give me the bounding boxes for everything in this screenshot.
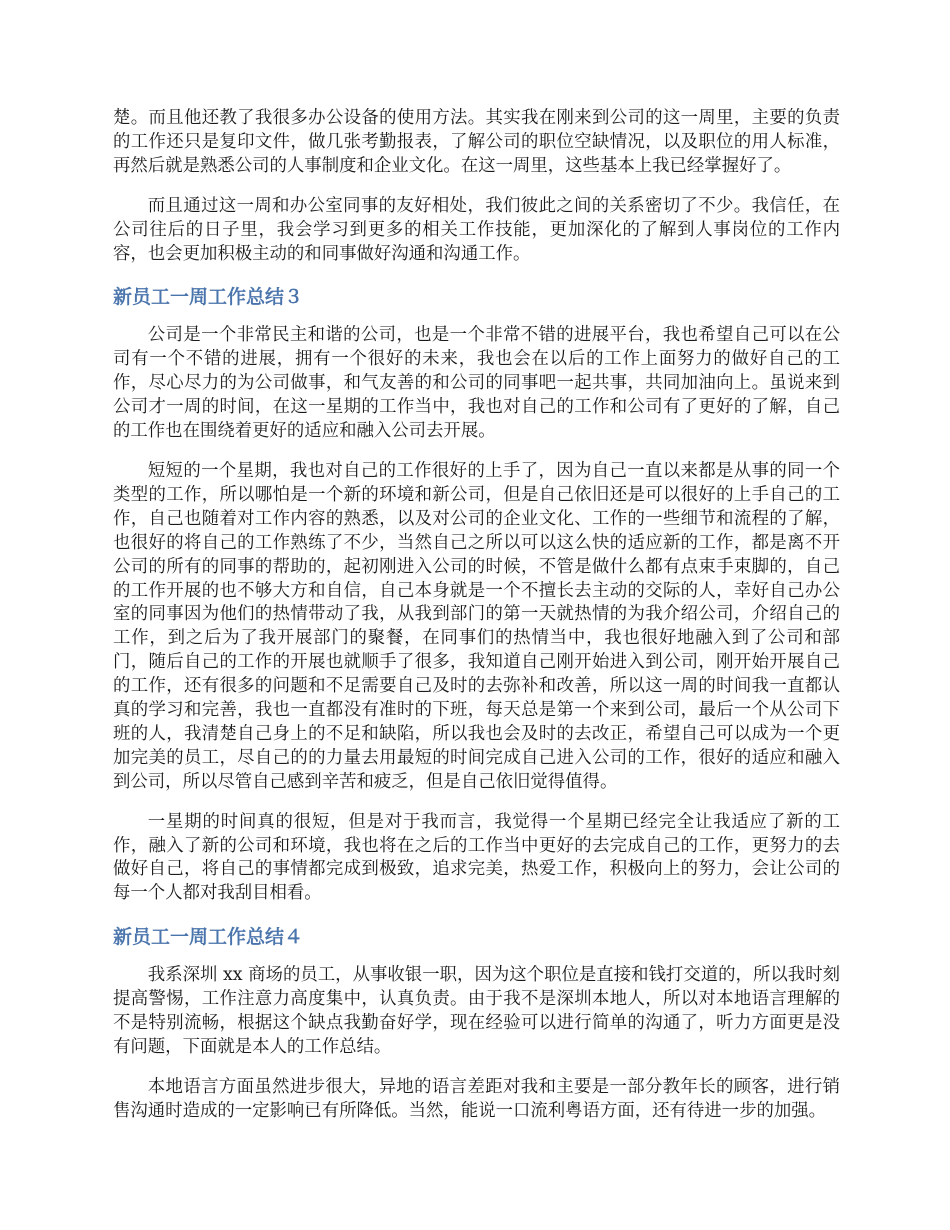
paragraph-first-week: 短短的一个星期，我也对自己的工作很好的上手了，因为自己一直以来都是从事的同一个类型的工作，所以哪怕是一个新的环境和新公司，但是自己依旧还是可以很好的上手自己的工作，自己也随着对工作内容的熟悉，以及对公司的企业文化、工作的一些细节和流程的了解，也很好的将自己的工作熟练了不少，当然自己之所以可以这么快的适应新的工作，都是离不开公司的所有的同事的帮助的，起初刚进入公司的时候，不管是做什么都有点束手束脚的，自己的工作开展的也不够大方和自信，自己本身就是一个不擅长去主动的交际的人，幸好自己办公室的同事因为他们的热情带动了我，从我到部门的第一天就热情的为我介绍公司，介绍自己的工作，到之后为了我开展部门的聚餐，在同事们的热情当中，我也很好地融入到了公司和部门，随后自己的工作的开展也就顺手了很多，我知道自己刚开始进入到公司，刚开始开展自己的工作，还有很多的问题和不足需要自己及时的去弥补和改善，所以这一周的时间我一直都认真的学习和完善，我也一直都没有准时的下班，每天总是第一个来到公司，最后一个从公司下班的人，我清楚自己身上的不足和缺陷，所以我也会及时的去改正，希望自己可以成为一个更加完美的员工，尽自己的的力量去用最短的时间完成自己进入公司的工作，很好的适应和融入到公司，所以尽管自己感到辛苦和疲乏，但是自己依旧觉得值得。 (113, 460, 840, 792)
paragraph-cashier-intro: 我系深圳 xx 商场的员工，从事收银一职，因为这个职位是直接和钱打交道的，所以我时刻提高警惕，工作注意力高度集中，认真负责。由于我不是深圳本地人，所以对本地语言理解的不是特别流畅，根据这个缺点我勤奋好学，现在经验可以进行简单的沟通了，听力方面更是没有问题，下面就是本人的工作总结。 (113, 965, 840, 1057)
section-heading-4: 新员工一周工作总结４ (113, 926, 304, 949)
paragraph-colleague-relations: 而且通过这一周和办公室同事的友好相处，我们彼此之间的关系密切了不少。我信任，在公司往后的日子里，我会学习到更多的相关工作技能，更加深化的了解到人事岗位的工作内容，也会更加积极主动的和同事做好沟通和沟通工作。 (113, 195, 840, 264)
paragraph-week-summary: 一星期的时间真的很短，但是对于我而言，我觉得一个星期已经完全让我适应了新的工作，融入了新的公司和环境，我也将在之后的工作当中更好的去完成自己的工作，更努力的去做好自己，将自己的事情都完成到极致，追求完美，热爱工作，积极向上的努力，会让公司的每一个人都对我刮目相看。 (113, 811, 840, 904)
paragraph-continued-intro: 楚。而且他还教了我很多办公设备的使用方法。其实我在刚来到公司的这一周里，主要的负责的工作还只是复印文件，做几张考勤报表，了解公司的职位空缺情况，以及职位的用人标准，再然后就是熟悉公司的人事制度和企业文化。在这一周里，这些基本上我已经掌握好了。 (113, 108, 840, 176)
section-heading-3: 新员工一周工作总结３ (113, 286, 304, 309)
paragraph-company-platform: 公司是一个非常民主和谐的公司，也是一个非常不错的进展平台，我也希望自己可以在公司有一个不错的进展，拥有一个很好的未来，我也会在以后的工作上面努力的做好自己的工作，尽心尽力的为公司做事，和气友善的和公司的同事吧一起共事，共同加油向上。虽说来到公司才一周的时间，在这一星期的工作当中，我也对自己的工作和公司有了更好的了解，自己的工作也在围绕着更好的适应和融入公司去开展。 (113, 325, 840, 442)
paragraph-local-language: 本地语言方面虽然进步很大，异地的语言差距对我和主要是一部分教年长的顾客，进行销售沟通时造成的一定影响已有所降低。当然，能说一口流利粤语方面，还有待进一步的加强。 (113, 1076, 840, 1121)
document-page (113, 107, 840, 1140)
